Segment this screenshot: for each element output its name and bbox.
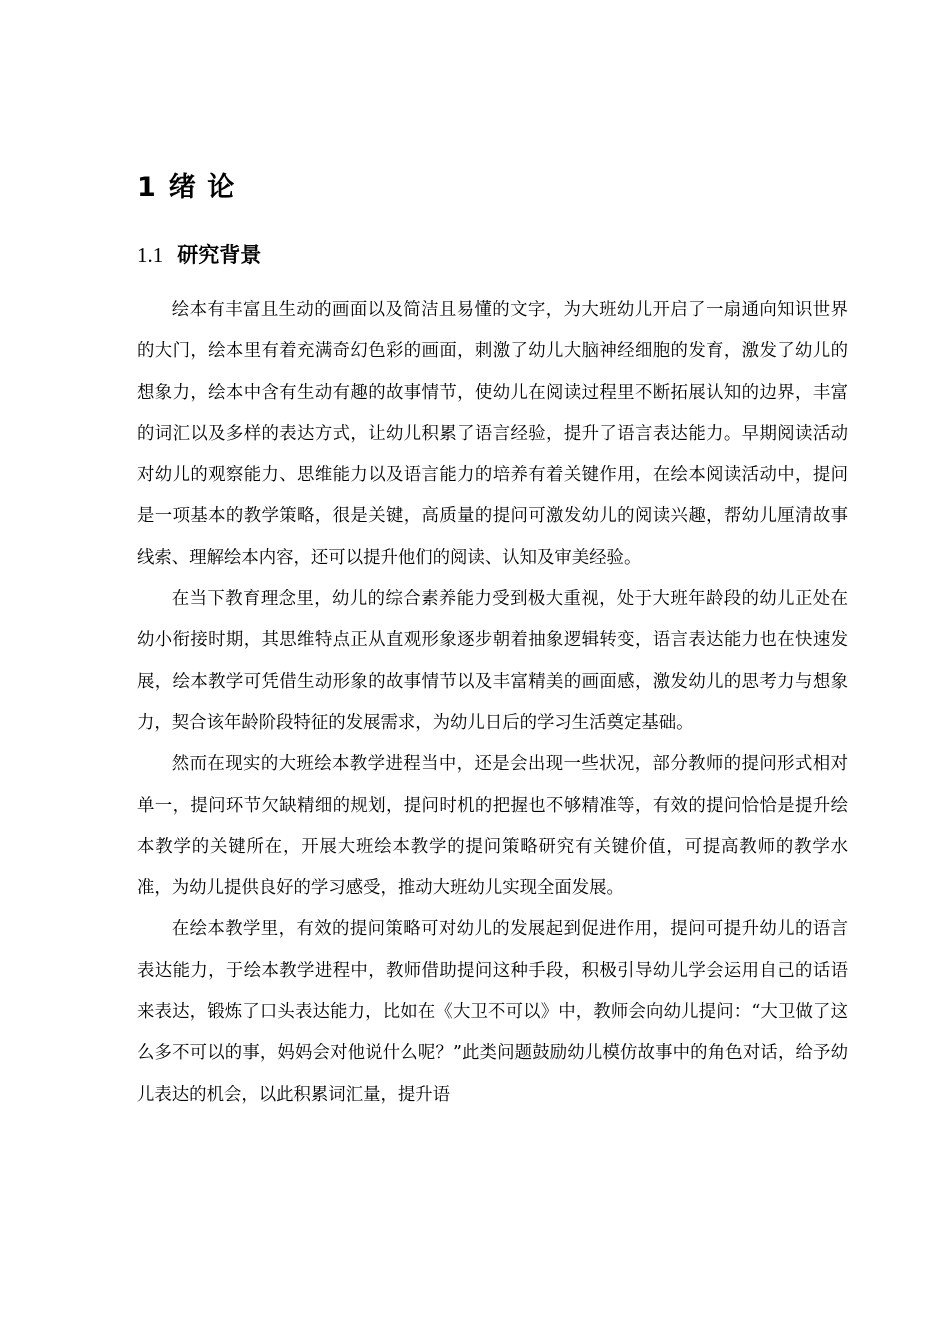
section-title: 研究背景: [177, 243, 262, 267]
body-text: [137, 290, 848, 1116]
chapter-number: 1: [137, 172, 157, 203]
paragraph-4: 在绘本教学里，有效的提问策略可对幼儿的发展起到促进作用，提问可提升幼儿的语言表达能力，于绘本教学进程中，教师借助提问这种手段，积极引导幼儿学会运用自己的话语来表达，锻炼了口头表达能力，比如在《大卫不可以》中，教师会向幼儿提问：“大卫做了这么多不可以的事，妈妈会对他说什么呢？”此类问题鼓励幼儿模仿故事中的角色对话，给予幼儿表达的机会，以此积累词汇量，提升语: [137, 919, 848, 1105]
chapter-title: 绪 论: [168, 172, 236, 203]
chapter-heading: [137, 168, 235, 208]
paragraph-2: 在当下教育理念里，幼儿的综合素养能力受到极大重视，处于大班年龄段的幼儿正处在幼小衔接时期，其思维特点正从直观形象逐步朝着抽象逻辑转变，语言表达能力也在快速发展，绘本教学可凭借生动形象的故事情节以及丰富精美的画面感，激发幼儿的思考力与想象力，契合该年龄阶段特征的发展需求，为幼儿日后的学习生活奠定基础。: [137, 589, 848, 733]
section-heading: [137, 238, 261, 272]
section-number: 1.1: [137, 243, 164, 267]
paragraph-1: 绘本有丰富且生动的画面以及简洁且易懂的文字，为大班幼儿开启了一扇通向知识世界的大门，绘本里有着充满奇幻色彩的画面，刺激了幼儿大脑神经细胞的发育，激发了幼儿的想象力，绘本中含有生动有趣的故事情节，使幼儿在阅读过程里不断拓展认知的边界，丰富的词汇以及多样的表达方式，让幼儿积累了语言经验，提升了语言表达能力。早期阅读活动对幼儿的观察能力、思维能力以及语言能力的培养有着关键作用，在绘本阅读活动中，提问是一项基本的教学策略，很是关键，高质量的提问可激发幼儿的阅读兴趣，帮幼儿厘清故事线索、理解绘本内容，还可以提升他们的阅读、认知及审美经验。: [137, 300, 848, 568]
paragraph-3: 然而在现实的大班绘本教学进程当中，还是会出现一些状况，部分教师的提问形式相对单一，提问环节欠缺精细的规划，提问时机的把握也不够精准等，有效的提问恰恰是提升绘本教学的关键所在，开展大班绘本教学的提问策略研究有关键价值，可提高教师的教学水准，为幼儿提供良好的学习感受，推动大班幼儿实现全面发展。: [137, 754, 848, 899]
